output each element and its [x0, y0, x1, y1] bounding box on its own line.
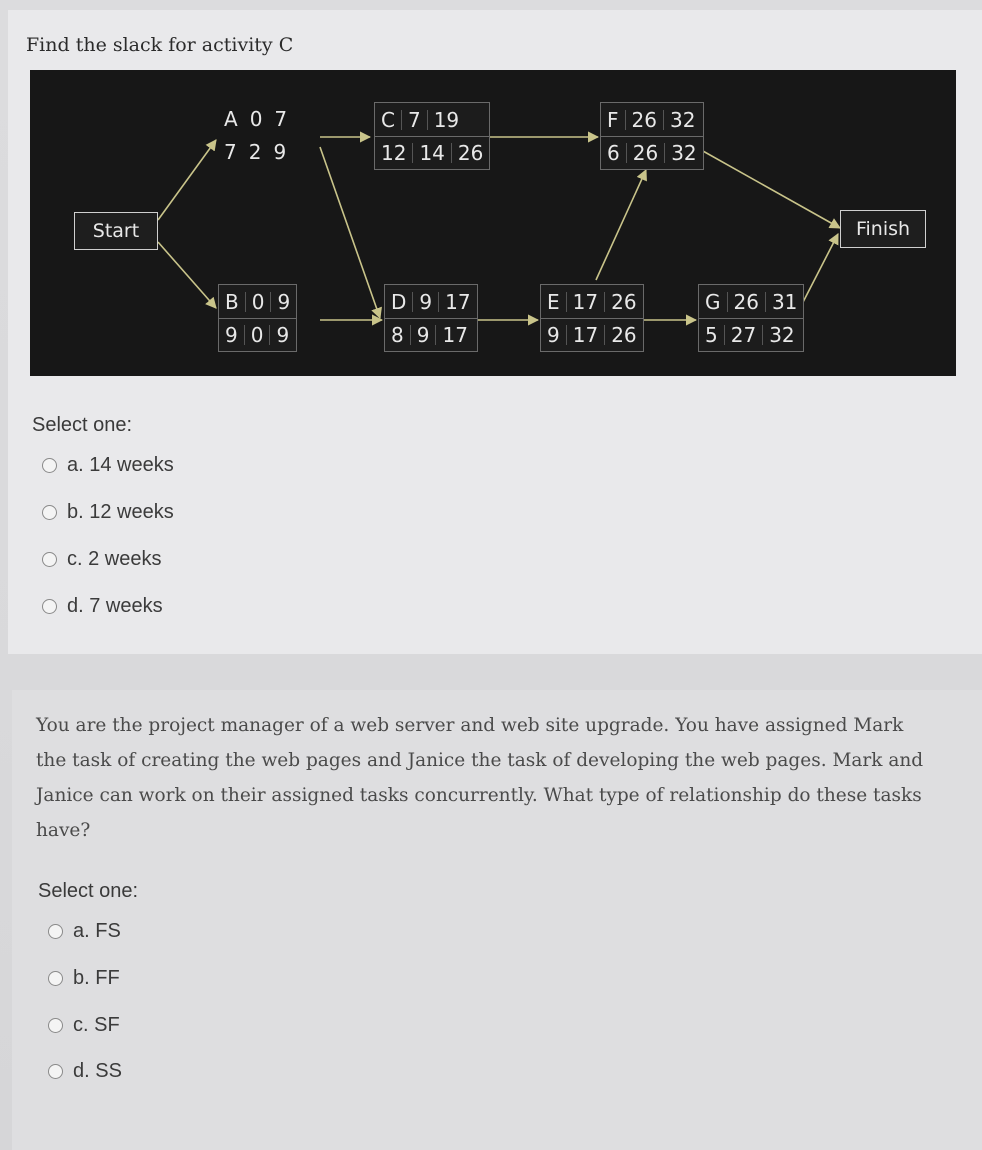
option-label: a. FS: [73, 920, 121, 942]
activity-id: D: [391, 289, 407, 314]
arrow-b-c-diag: [320, 147, 380, 318]
late-finish: 9: [273, 139, 287, 164]
duration: 7: [224, 139, 237, 164]
early-finish: 19: [427, 110, 465, 130]
late-start: 27: [724, 325, 762, 345]
question-1-card: [8, 10, 982, 654]
early-start: 0: [249, 106, 263, 131]
question-2-text: You are the project manager of a web server and web site upgrade. You have assigned Mark the task of creating the web pages and Janice the task of developing the web pages. Mark and Janice can work on their assigned tasks concurrently. What type of relationship do these tasks have?: [36, 715, 924, 841]
option-b-12-weeks[interactable]: [42, 501, 174, 524]
early-start: 26: [727, 292, 765, 312]
early-finish: 26: [604, 292, 642, 312]
late-start: 9: [410, 325, 436, 345]
option-d-7-weeks[interactable]: [42, 595, 163, 618]
duration: 9: [225, 323, 238, 347]
activity-id: A: [224, 106, 238, 131]
option-label: a. 14 weeks: [67, 454, 174, 476]
early-finish: 17: [438, 292, 476, 312]
start-label: Start: [92, 220, 140, 242]
early-start: 7: [401, 110, 427, 130]
question-2-card: [12, 690, 982, 1150]
network-diagram: [30, 70, 956, 376]
late-finish: 9: [269, 325, 295, 345]
activity-id: G: [705, 289, 721, 314]
option-b-ff[interactable]: [48, 967, 120, 990]
late-finish: 17: [435, 325, 473, 345]
start-node: [74, 212, 158, 250]
radio-button[interactable]: [42, 552, 57, 567]
option-label: c. 2 weeks: [67, 548, 162, 570]
late-start: 0: [244, 325, 270, 345]
early-finish: 32: [663, 110, 701, 130]
option-label: c. SF: [73, 1014, 120, 1036]
activity-node-b: [218, 284, 297, 352]
radio-button[interactable]: [48, 1018, 63, 1033]
late-finish: 26: [451, 143, 489, 163]
early-start: 0: [245, 292, 271, 312]
network-arrows: [30, 70, 956, 376]
radio-button[interactable]: [42, 505, 57, 520]
duration: 12: [381, 141, 407, 165]
late-start: 26: [626, 143, 664, 163]
option-label: b. 12 weeks: [67, 501, 174, 523]
radio-button[interactable]: [48, 1064, 63, 1079]
late-finish: 32: [664, 143, 702, 163]
duration: 5: [705, 323, 718, 347]
activity-id: B: [225, 289, 239, 314]
early-start: 9: [412, 292, 438, 312]
duration: 6: [607, 141, 620, 165]
finish-label: Finish: [855, 218, 911, 240]
option-a-14-weeks[interactable]: [42, 454, 174, 477]
option-a-fs[interactable]: [48, 920, 121, 943]
activity-node-g: [698, 284, 804, 352]
finish-node: [840, 210, 926, 248]
activity-id: F: [607, 107, 619, 132]
arrow-start-a: [158, 140, 216, 220]
arrow-e-f: [596, 170, 646, 280]
late-finish: 32: [762, 325, 800, 345]
option-d-ss[interactable]: [48, 1060, 122, 1083]
activity-node-c: [374, 102, 490, 170]
activity-node-e: [540, 284, 644, 352]
duration: 9: [547, 323, 560, 347]
select-one-label: Select one:: [38, 880, 139, 902]
late-start: 17: [566, 325, 604, 345]
arrow-g-finish: [800, 234, 838, 308]
option-label: d. SS: [73, 1060, 122, 1082]
early-finish: 7: [274, 106, 288, 131]
late-start: 2: [248, 139, 262, 164]
early-finish: 9: [270, 292, 296, 312]
radio-button[interactable]: [42, 599, 57, 614]
early-start: 26: [625, 110, 663, 130]
option-label: b. FF: [73, 967, 120, 989]
radio-button[interactable]: [42, 458, 57, 473]
arrow-start-b: [158, 242, 216, 308]
select-one-label: Select one:: [32, 414, 133, 436]
question-1-title: Find the slack for activity C: [26, 34, 294, 56]
early-finish: 31: [765, 292, 803, 312]
activity-node-f: [600, 102, 704, 170]
radio-button[interactable]: [48, 971, 63, 986]
arrow-f-finish: [694, 146, 840, 228]
radio-button[interactable]: [48, 924, 63, 939]
option-label: d. 7 weeks: [67, 595, 163, 617]
late-start: 14: [412, 143, 450, 163]
option-c-2-weeks[interactable]: [42, 548, 161, 571]
activity-id: C: [381, 107, 395, 132]
duration: 8: [391, 323, 404, 347]
activity-id: E: [547, 289, 560, 314]
activity-node-d: [384, 284, 478, 352]
activity-node-a: [218, 102, 293, 168]
option-c-sf[interactable]: [48, 1014, 120, 1037]
late-finish: 26: [604, 325, 642, 345]
early-start: 17: [566, 292, 604, 312]
